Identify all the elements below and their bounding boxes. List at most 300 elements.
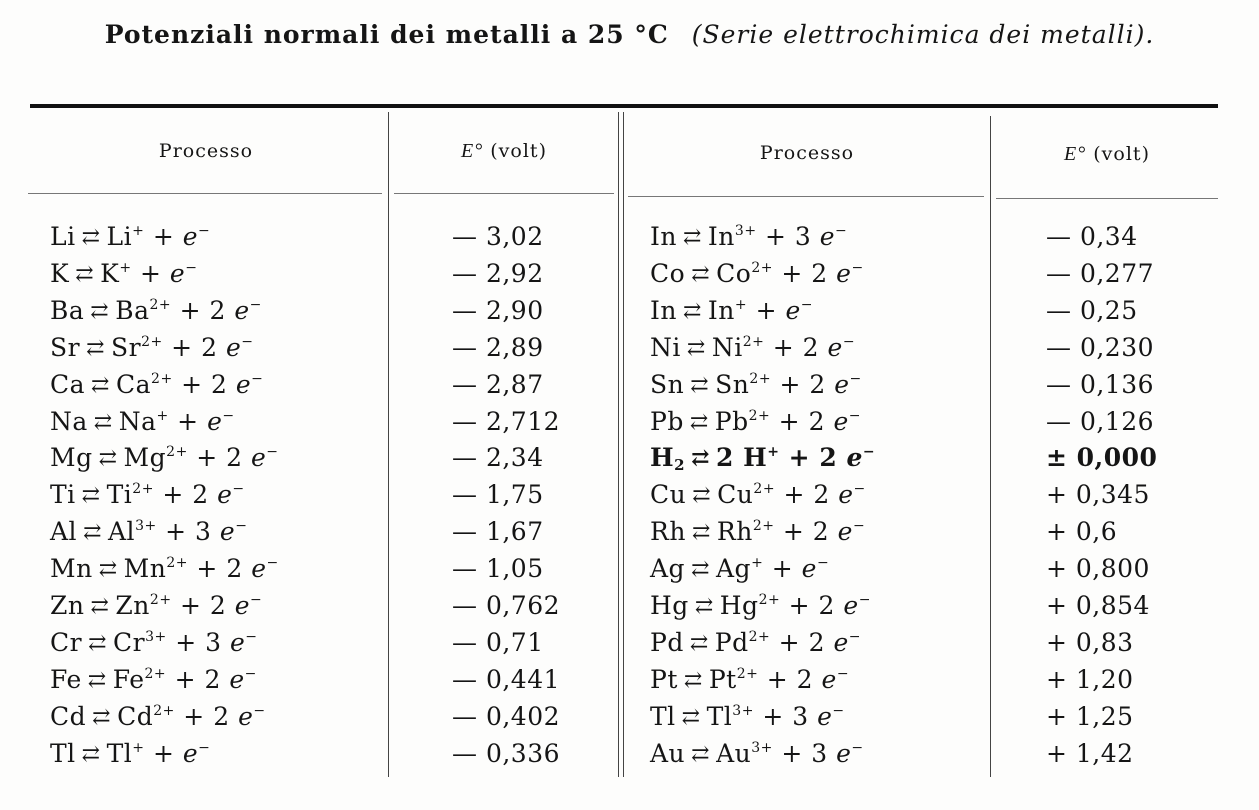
equilibrium-arrow-icon: ⇄ bbox=[90, 299, 110, 324]
electron-charge: − bbox=[800, 297, 814, 313]
top-rule bbox=[30, 104, 1218, 108]
header-e0-unit: (volt) bbox=[490, 140, 547, 162]
process-cell bbox=[50, 739, 210, 771]
plus-sign: + bbox=[763, 554, 802, 583]
electron-charge: − bbox=[245, 629, 258, 645]
column-divider bbox=[990, 116, 991, 777]
electron: e bbox=[836, 739, 852, 768]
equilibrium-arrow-icon: ⇄ bbox=[92, 705, 112, 730]
ion-charge: 2+ bbox=[749, 371, 772, 387]
header-e0-unit: (volt) bbox=[1093, 143, 1150, 165]
reactant: Sn bbox=[650, 370, 685, 399]
ion-charge: 2+ bbox=[144, 666, 167, 682]
plus-sign: + bbox=[174, 702, 214, 731]
ion: Ag bbox=[716, 554, 752, 583]
reactant: Ba bbox=[50, 296, 85, 325]
process-cell bbox=[50, 407, 235, 439]
electron-charge: − bbox=[244, 666, 257, 682]
process-cell bbox=[650, 554, 829, 586]
electron-charge: − bbox=[835, 223, 848, 239]
electron-charge: − bbox=[266, 555, 279, 571]
process-cell bbox=[50, 480, 245, 512]
ion-charge: 3+ bbox=[145, 629, 167, 645]
ion: Al bbox=[108, 517, 136, 546]
equilibrium-arrow-icon: ⇄ bbox=[93, 410, 113, 435]
plus-sign: + bbox=[775, 480, 814, 509]
ion: Ti bbox=[106, 480, 133, 509]
ion: Hg bbox=[719, 591, 759, 620]
reactant: Co bbox=[650, 259, 686, 288]
electron: e bbox=[235, 370, 252, 399]
electron: e bbox=[219, 517, 236, 546]
reactant: Ag bbox=[650, 554, 686, 583]
reactant: Pb bbox=[650, 407, 684, 436]
header-process-label: Processo bbox=[158, 140, 254, 162]
equilibrium-arrow-icon: ⇄ bbox=[75, 262, 95, 287]
ion-charge: 2+ bbox=[141, 334, 163, 350]
ion: Ni bbox=[711, 333, 743, 362]
process-cell bbox=[50, 443, 279, 475]
plus-sign: + bbox=[780, 591, 819, 620]
electron-charge: − bbox=[235, 518, 248, 534]
ion: In bbox=[707, 296, 735, 325]
potential-value: — 2,92 bbox=[452, 259, 544, 288]
reactant: H bbox=[650, 443, 675, 472]
header-e0-left bbox=[392, 140, 616, 163]
ion-charge: 2+ bbox=[753, 481, 776, 497]
process-cell bbox=[650, 443, 875, 474]
equilibrium-arrow-icon: ⇄ bbox=[81, 225, 101, 250]
ion: Au bbox=[716, 739, 752, 768]
potential-value: — 2,90 bbox=[452, 296, 544, 325]
ion-charge: 2+ bbox=[748, 629, 771, 645]
ion: Rh bbox=[716, 517, 753, 546]
electron-charge: − bbox=[251, 371, 264, 387]
potential-value: — 0,136 bbox=[1046, 370, 1155, 399]
reactant: Hg bbox=[650, 591, 689, 620]
process-cell bbox=[50, 517, 247, 549]
ion: 2 H bbox=[716, 443, 768, 472]
potential-value: — 0,230 bbox=[1046, 333, 1155, 362]
ion-charge: 2+ bbox=[151, 371, 173, 387]
electron: e bbox=[827, 333, 843, 362]
equilibrium-arrow-icon: ⇄ bbox=[692, 483, 712, 508]
process-cell bbox=[650, 591, 871, 623]
reactant: Fe bbox=[50, 665, 82, 694]
equilibrium-arrow-icon: ⇄ bbox=[689, 410, 709, 435]
header-underline bbox=[996, 198, 1218, 199]
electron-charge: − bbox=[852, 518, 866, 534]
electron-coeff: 3 bbox=[205, 628, 230, 657]
electron: e bbox=[833, 407, 849, 436]
equilibrium-arrow-icon: ⇄ bbox=[88, 631, 108, 656]
equilibrium-arrow-icon: ⇄ bbox=[681, 705, 701, 730]
ion: Zn bbox=[115, 591, 150, 620]
ion-charge: + bbox=[751, 555, 764, 571]
potential-value: — 1,75 bbox=[452, 480, 544, 509]
plus-sign: + bbox=[187, 554, 227, 583]
ion-charge: 2+ bbox=[166, 555, 188, 571]
plus-sign: + bbox=[758, 665, 797, 694]
ion: Co bbox=[716, 259, 752, 288]
process-cell bbox=[50, 665, 257, 697]
electron: e bbox=[238, 702, 254, 731]
reactant: Pd bbox=[650, 628, 684, 657]
electron: e bbox=[819, 222, 836, 251]
electron-charge: − bbox=[849, 371, 862, 387]
ion: Mn bbox=[123, 554, 167, 583]
ion-charge: 2+ bbox=[149, 297, 172, 313]
title-main: Potenziali normali dei metalli a 25 °C bbox=[104, 20, 669, 49]
electron: e bbox=[821, 665, 837, 694]
potential-value: — 0,441 bbox=[452, 665, 561, 694]
ion: Na bbox=[118, 407, 157, 436]
electron: e bbox=[234, 296, 250, 325]
potential-value: — 0,25 bbox=[1046, 296, 1138, 325]
electron-charge: − bbox=[848, 629, 861, 645]
plus-sign: + bbox=[168, 407, 208, 436]
equilibrium-arrow-icon: ⇄ bbox=[691, 262, 711, 287]
reactant: Au bbox=[650, 739, 686, 768]
electron: e bbox=[229, 628, 246, 657]
plus-sign: + bbox=[144, 222, 183, 251]
potential-value: — 0,277 bbox=[1046, 259, 1155, 288]
ion: Pd bbox=[714, 628, 749, 657]
equilibrium-arrow-icon: ⇄ bbox=[90, 594, 110, 619]
reactant: In bbox=[650, 296, 677, 325]
electron: e bbox=[837, 517, 853, 546]
ion-charge: 2+ bbox=[166, 444, 188, 460]
header-underline bbox=[628, 196, 984, 197]
electron-coeff: 2 bbox=[211, 370, 236, 399]
process-cell bbox=[650, 702, 845, 734]
header-process-left bbox=[30, 140, 382, 162]
header-underline bbox=[28, 193, 382, 194]
electron: e bbox=[182, 739, 199, 768]
electron: e bbox=[251, 554, 267, 583]
electron-charge: − bbox=[851, 260, 864, 276]
ion-charge: + bbox=[132, 223, 145, 239]
electron-charge: − bbox=[816, 555, 830, 571]
reactant: Cu bbox=[650, 480, 687, 509]
process-cell bbox=[50, 628, 258, 660]
process-cell bbox=[50, 222, 210, 254]
equilibrium-arrow-icon: ⇄ bbox=[683, 668, 703, 693]
potential-value: — 0,762 bbox=[452, 591, 561, 620]
reactant: Tl bbox=[650, 702, 676, 731]
ion-charge: 3+ bbox=[732, 703, 754, 719]
ion: Sn bbox=[715, 370, 750, 399]
potential-value: — 2,712 bbox=[452, 407, 561, 436]
plus-sign: + bbox=[171, 591, 210, 620]
plus-sign: + bbox=[166, 628, 206, 657]
electron: e bbox=[169, 259, 186, 288]
header-process-right bbox=[626, 142, 988, 164]
process-cell bbox=[50, 370, 263, 402]
equilibrium-arrow-icon: ⇄ bbox=[682, 299, 702, 324]
equilibrium-arrow-icon: ⇄ bbox=[691, 520, 711, 545]
plus-sign: + bbox=[770, 407, 809, 436]
process-cell bbox=[650, 296, 813, 328]
process-cell bbox=[50, 554, 279, 586]
header-underline bbox=[394, 193, 614, 194]
reactant: Al bbox=[50, 517, 78, 546]
process-cell bbox=[50, 702, 266, 734]
electron-charge: − bbox=[858, 592, 871, 608]
center-divider-a bbox=[618, 112, 619, 777]
equilibrium-arrow-icon: ⇄ bbox=[98, 557, 118, 582]
electron-coeff: 2 bbox=[809, 370, 835, 399]
reactant: In bbox=[650, 222, 677, 251]
ion-charge: 2+ bbox=[748, 408, 771, 424]
electron-charge: − bbox=[198, 223, 211, 239]
equilibrium-arrow-icon: ⇄ bbox=[682, 225, 702, 250]
electron: e bbox=[834, 370, 850, 399]
electron-charge: − bbox=[250, 592, 263, 608]
electron-coeff: 3 bbox=[794, 222, 820, 251]
reactant: Zn bbox=[50, 591, 85, 620]
electron-coeff: 2 bbox=[204, 665, 230, 694]
reactant: K bbox=[50, 259, 70, 288]
electron-coeff: 2 bbox=[818, 591, 844, 620]
equilibrium-arrow-icon: ⇄ bbox=[694, 594, 714, 619]
process-cell bbox=[650, 628, 861, 660]
electron: e bbox=[217, 480, 233, 509]
potential-value: — 0,402 bbox=[452, 702, 561, 731]
electron-charge: − bbox=[851, 740, 864, 756]
electron-coeff: 2 bbox=[808, 628, 834, 657]
process-cell bbox=[650, 665, 849, 697]
subscript: 2 bbox=[674, 456, 686, 474]
plus-sign: + bbox=[156, 517, 196, 546]
process-cell bbox=[650, 370, 862, 402]
plus-sign: + bbox=[144, 739, 183, 768]
ion: Pb bbox=[714, 407, 749, 436]
ion-charge: 3+ bbox=[135, 518, 157, 534]
ion-charge: + bbox=[767, 444, 780, 460]
electron-charge: − bbox=[222, 408, 235, 424]
potential-value: — 0,126 bbox=[1046, 407, 1155, 436]
process-cell bbox=[650, 222, 847, 254]
plus-sign: + bbox=[172, 370, 212, 399]
ion: Li bbox=[106, 222, 133, 251]
process-cell bbox=[650, 480, 866, 512]
electron-coeff: 2 bbox=[812, 517, 838, 546]
ion-charge: + bbox=[132, 740, 145, 756]
ion-charge: 2+ bbox=[132, 481, 154, 497]
plus-sign: + bbox=[131, 259, 170, 288]
equilibrium-arrow-icon: ⇄ bbox=[689, 631, 709, 656]
ion: Cu bbox=[717, 480, 754, 509]
plus-sign: + bbox=[162, 333, 202, 362]
electron: e bbox=[838, 480, 854, 509]
electron-coeff: 2 bbox=[226, 554, 252, 583]
electron: e bbox=[225, 333, 242, 362]
electron: e bbox=[817, 702, 833, 731]
electron-charge: − bbox=[266, 444, 279, 460]
reactant: Ti bbox=[50, 480, 76, 509]
electron-charge: − bbox=[842, 334, 856, 350]
equilibrium-arrow-icon: ⇄ bbox=[690, 373, 710, 398]
equilibrium-arrow-icon: ⇄ bbox=[81, 742, 101, 767]
potential-value: + 0,800 bbox=[1046, 554, 1150, 583]
ion-charge: 3+ bbox=[734, 223, 757, 239]
potential-value: — 0,336 bbox=[452, 739, 561, 768]
electron-coeff: 2 bbox=[802, 333, 828, 362]
reactant: Mg bbox=[50, 443, 93, 472]
electron-coeff: 2 bbox=[813, 480, 839, 509]
equilibrium-arrow-icon: ⇄ bbox=[98, 446, 118, 471]
potential-value: ± 0,000 bbox=[1046, 443, 1158, 472]
center-divider-b bbox=[623, 112, 624, 777]
electron-coeff: 2 bbox=[819, 443, 847, 472]
electron: e bbox=[207, 407, 223, 436]
ion: Sr bbox=[111, 333, 142, 362]
plus-sign: + bbox=[747, 296, 786, 325]
electron: e bbox=[182, 222, 199, 251]
electron-charge: − bbox=[232, 481, 245, 497]
electron-charge: − bbox=[241, 334, 254, 350]
process-cell bbox=[50, 259, 197, 291]
ion: Mg bbox=[123, 443, 167, 472]
plus-sign: + bbox=[772, 259, 812, 288]
electron-coeff: 2 bbox=[811, 259, 837, 288]
plus-sign: + bbox=[771, 370, 810, 399]
reactant: Cr bbox=[50, 628, 83, 657]
header-e0-symbol: E° bbox=[1064, 143, 1087, 165]
ion: Pt bbox=[708, 665, 737, 694]
reactant: Mn bbox=[50, 554, 93, 583]
electron-coeff: 2 bbox=[226, 443, 251, 472]
plus-sign: + bbox=[779, 443, 820, 472]
ion: In bbox=[707, 222, 735, 251]
electron-coeff: 2 bbox=[201, 333, 226, 362]
ion: Tl bbox=[706, 702, 733, 731]
reactant: Na bbox=[50, 407, 88, 436]
electron: e bbox=[843, 591, 859, 620]
electron-charge: − bbox=[848, 408, 861, 424]
process-cell bbox=[650, 407, 861, 439]
reactant: Ni bbox=[650, 333, 681, 362]
ion-charge: 2+ bbox=[751, 260, 773, 276]
potential-value: + 1,42 bbox=[1046, 739, 1134, 768]
potential-value: + 1,25 bbox=[1046, 702, 1134, 731]
equilibrium-arrow-icon: ⇄ bbox=[686, 336, 706, 361]
process-cell bbox=[50, 591, 262, 623]
equilibrium-arrow-icon: ⇄ bbox=[81, 483, 101, 508]
reactant: Sr bbox=[50, 333, 81, 362]
electron-coeff: 2 bbox=[808, 407, 834, 436]
ion: Cr bbox=[113, 628, 146, 657]
reactant: Cd bbox=[50, 702, 87, 731]
reactant: Tl bbox=[50, 739, 76, 768]
ion-charge: + bbox=[734, 297, 748, 313]
electron-coeff: 2 bbox=[209, 591, 235, 620]
electron: e bbox=[836, 259, 852, 288]
ion-charge: 2+ bbox=[758, 592, 781, 608]
potential-value: + 1,20 bbox=[1046, 665, 1134, 694]
ion: Cd bbox=[117, 702, 154, 731]
potential-value: + 0,345 bbox=[1046, 480, 1150, 509]
electron-coeff: 2 bbox=[796, 665, 822, 694]
ion-charge: 2+ bbox=[742, 334, 765, 350]
process-cell bbox=[650, 739, 864, 771]
reactant: Ca bbox=[50, 370, 86, 399]
ion-charge: + bbox=[119, 260, 132, 276]
potential-value: — 0,34 bbox=[1046, 222, 1138, 251]
ion-charge: 2+ bbox=[736, 666, 759, 682]
potential-value: — 3,02 bbox=[452, 222, 544, 251]
equilibrium-arrow-icon: ⇄ bbox=[87, 668, 107, 693]
ion: Fe bbox=[112, 665, 145, 694]
header-process-label: Processo bbox=[759, 142, 855, 164]
potential-value: + 0,83 bbox=[1046, 628, 1134, 657]
potential-value: — 2,89 bbox=[452, 333, 544, 362]
title-subtitle: (Serie elettrochimica dei metalli). bbox=[691, 20, 1155, 49]
equilibrium-arrow-icon: ⇄ bbox=[691, 445, 710, 471]
equilibrium-arrow-icon: ⇄ bbox=[83, 520, 102, 545]
electron: e bbox=[833, 628, 849, 657]
potential-value: + 0,854 bbox=[1046, 591, 1150, 620]
potential-value: + 0,6 bbox=[1046, 517, 1118, 546]
reactant: Rh bbox=[650, 517, 686, 546]
process-cell bbox=[50, 296, 262, 328]
reactant: Li bbox=[50, 222, 76, 251]
plus-sign: + bbox=[764, 333, 803, 362]
ion: K bbox=[100, 259, 120, 288]
electron-charge: − bbox=[185, 260, 198, 276]
electron-coeff: 2 bbox=[209, 296, 235, 325]
potential-value: — 2,34 bbox=[452, 443, 544, 472]
ion-charge: 2+ bbox=[752, 518, 775, 534]
potential-value: — 1,05 bbox=[452, 554, 544, 583]
plus-sign: + bbox=[153, 480, 193, 509]
electron-charge: − bbox=[253, 703, 266, 719]
electron-coeff: 3 bbox=[195, 517, 220, 546]
electron-coeff: 2 bbox=[192, 480, 218, 509]
equilibrium-arrow-icon: ⇄ bbox=[691, 557, 710, 582]
electron-charge: − bbox=[836, 666, 850, 682]
plus-sign: + bbox=[187, 443, 227, 472]
electron: e bbox=[251, 443, 267, 472]
electron-coeff: 2 bbox=[213, 702, 239, 731]
ion: Ca bbox=[115, 370, 152, 399]
electron-coeff: 3 bbox=[792, 702, 818, 731]
ion-charge: + bbox=[156, 408, 169, 424]
ion: Tl bbox=[106, 739, 133, 768]
plus-sign: + bbox=[756, 222, 795, 251]
potential-value: — 0,71 bbox=[452, 628, 544, 657]
equilibrium-arrow-icon: ⇄ bbox=[691, 742, 711, 767]
process-cell bbox=[650, 259, 864, 291]
process-cell bbox=[650, 517, 865, 549]
process-cell bbox=[650, 333, 855, 365]
plus-sign: + bbox=[753, 702, 793, 731]
electron-coeff: 3 bbox=[811, 739, 837, 768]
ion: Ba bbox=[115, 296, 150, 325]
ion-charge: 3+ bbox=[751, 740, 773, 756]
equilibrium-arrow-icon: ⇄ bbox=[86, 336, 106, 361]
column-divider bbox=[388, 112, 389, 777]
plus-sign: + bbox=[171, 296, 210, 325]
equilibrium-arrow-icon: ⇄ bbox=[91, 373, 110, 398]
electron: e bbox=[234, 591, 251, 620]
electron: e bbox=[846, 443, 863, 472]
electron-charge: − bbox=[249, 297, 262, 313]
potential-value: — 2,87 bbox=[452, 370, 544, 399]
plus-sign: + bbox=[774, 517, 813, 546]
reactant: Pt bbox=[650, 665, 678, 694]
